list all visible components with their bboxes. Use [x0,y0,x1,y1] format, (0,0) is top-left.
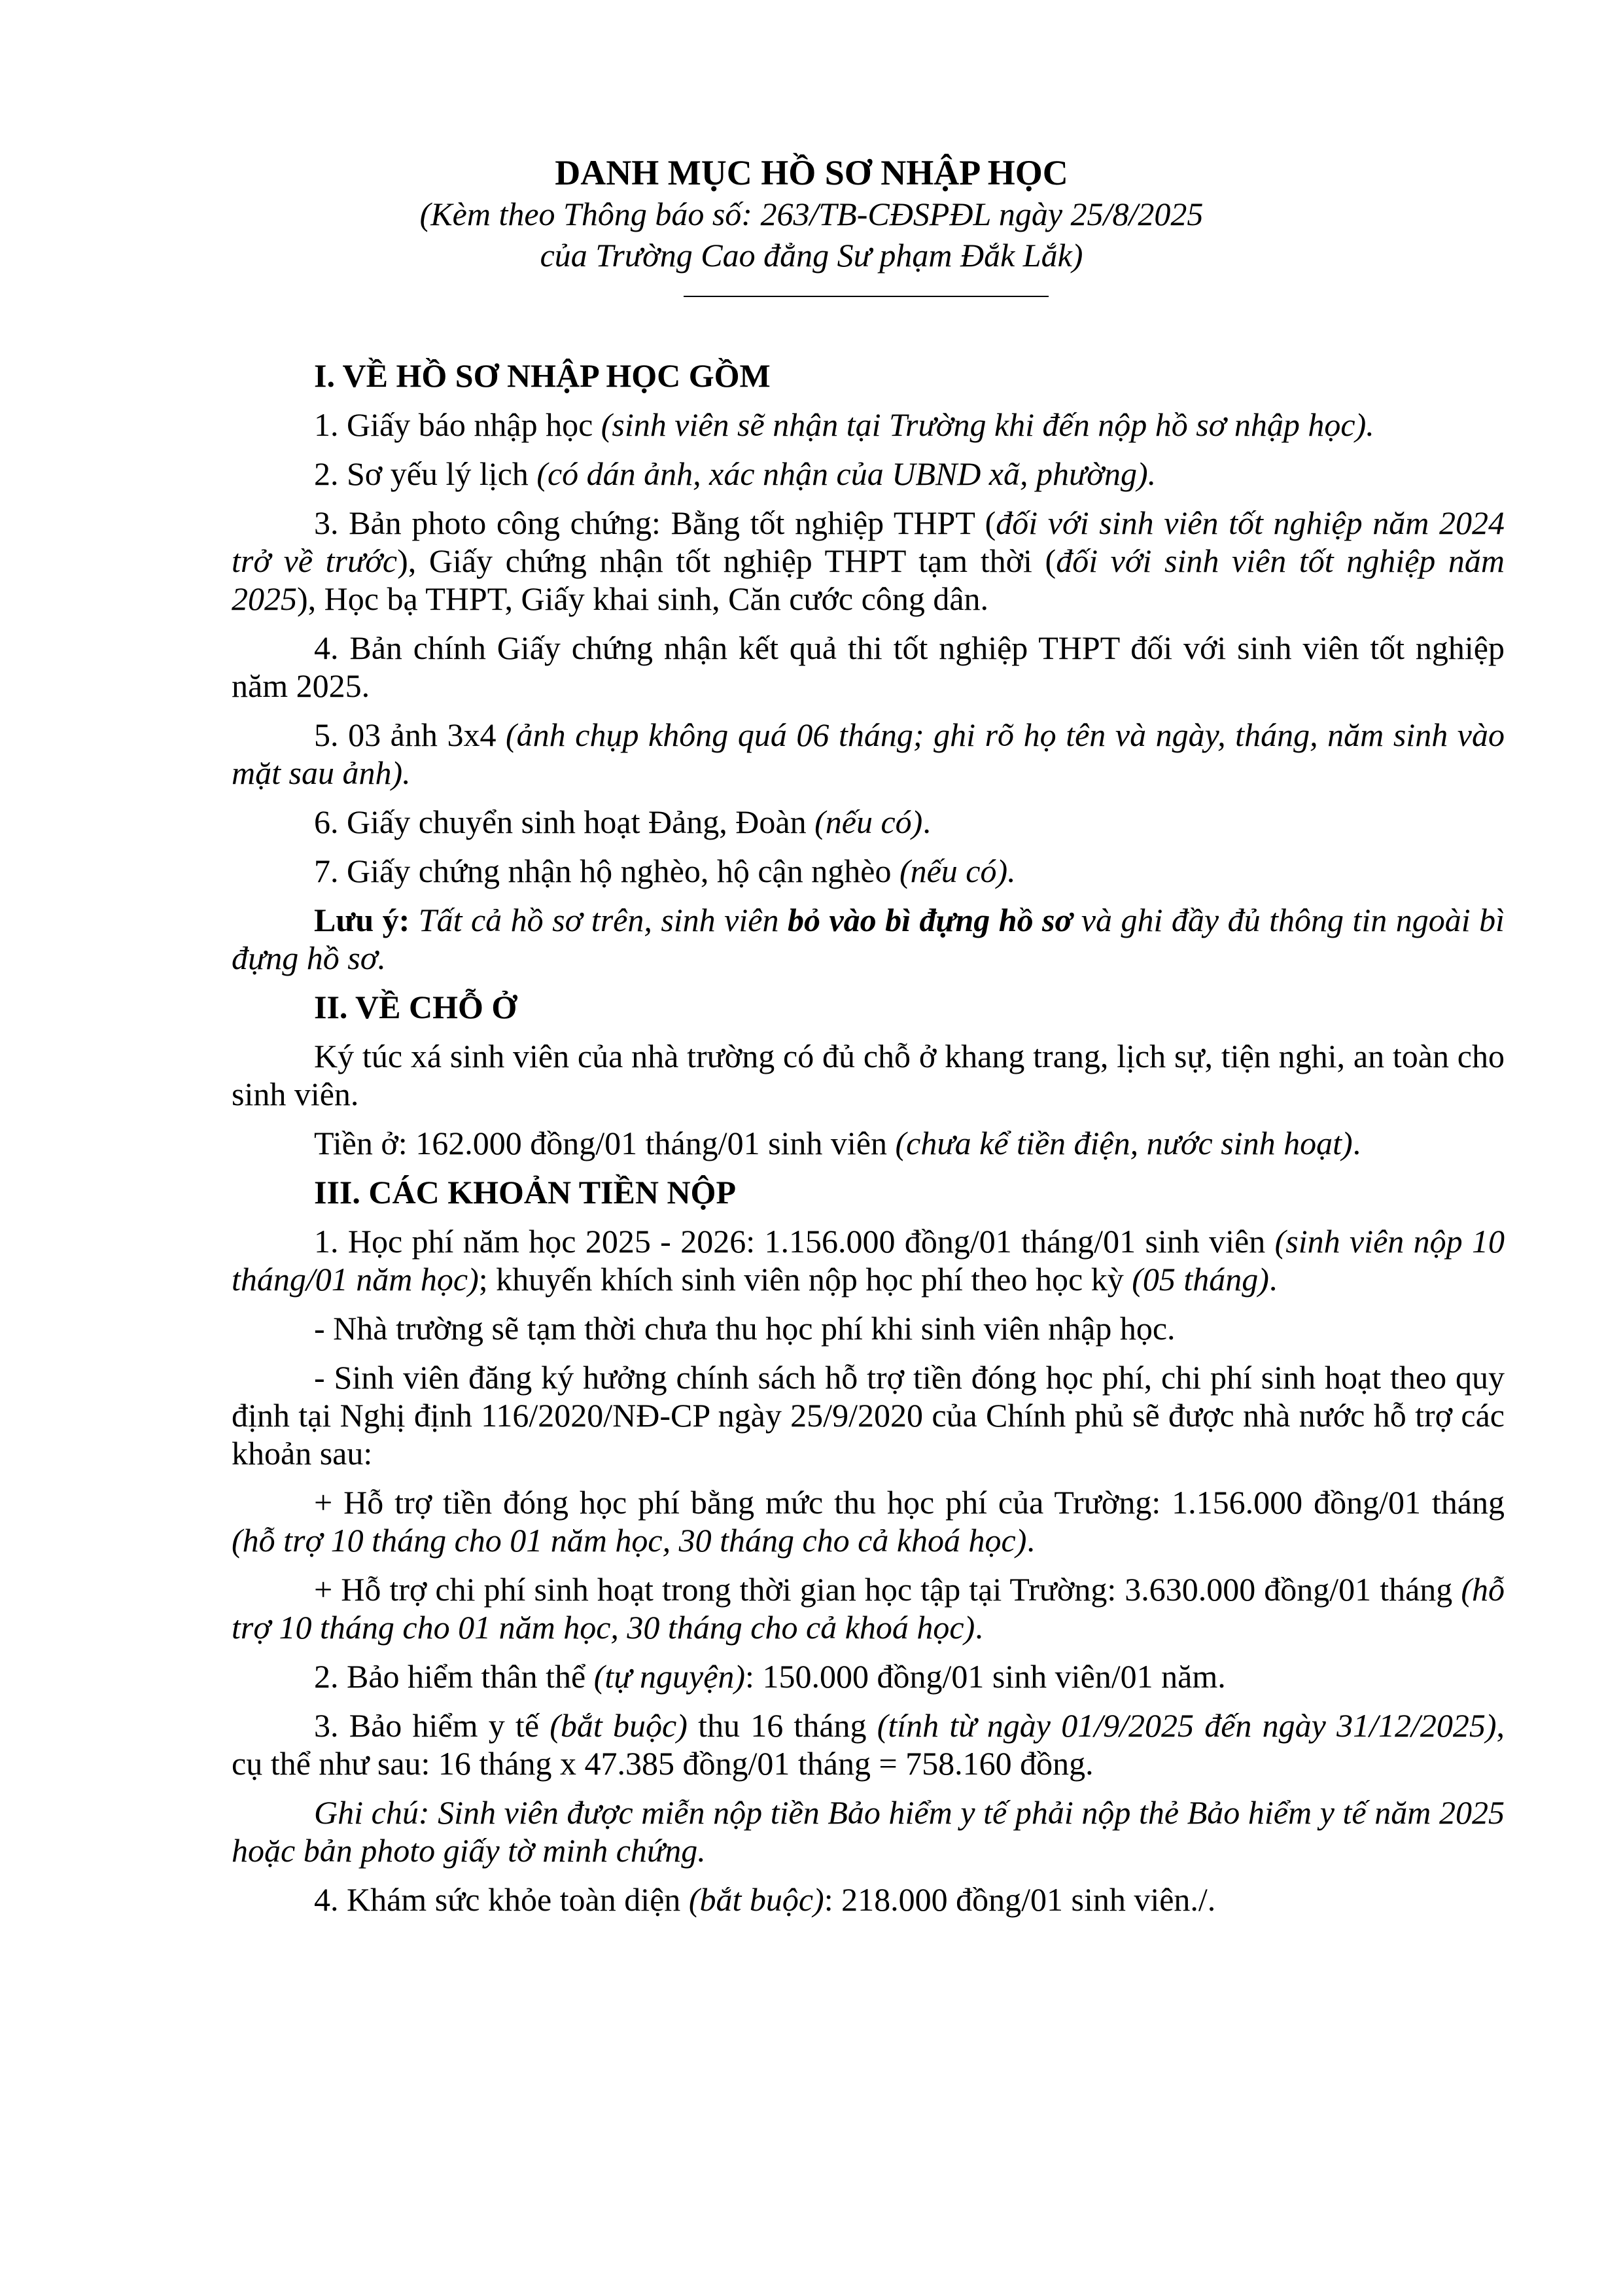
document-subtitle [0,194,1623,276]
section-1-item-6: 6. Giấy chuyển sinh hoạt Đảng, Đoàn (nếu có). [314,804,931,840]
section-3-item-4: 4. Khám sức khỏe toàn diện (bắt buộc): 218.000 đồng/01 sinh viên./. [314,1881,1216,1918]
document-title: DANH MỤC HỒ SƠ NHẬP HỌC [555,153,1068,192]
section-3-plus-1: + Hỗ trợ tiền đóng học phí bằng mức thu học phí của Trường: 1.156.000 đồng/01 tháng (hỗ trợ 10 tháng cho 01 năm học, 30 tháng cho cả khoá học). [232,1484,1505,1559]
section-1-heading: I. VỀ HỒ SƠ NHẬP HỌC GỒM [314,357,771,394]
section-3-bullet-1: - Nhà trường sẽ tạm thời chưa thu học phí khi sinh viên nhập học. [314,1310,1176,1347]
subtitle-line-1: (Kèm theo Thông báo số: 263/TB-CĐSPĐL ngày 25/8/2025 [419,196,1204,232]
section-3-heading: III. CÁC KHOẢN TIỀN NỘP [314,1174,736,1210]
title-divider [684,296,1049,297]
subtitle-line-2: của Trường Cao đẳng Sư phạm Đắk Lắk) [540,237,1083,274]
section-1-item-5: 5. 03 ảnh 3x4 (ảnh chụp không quá 06 tháng; ghi rõ họ tên và ngày, tháng, năm sinh vào mặt sau ảnh). [232,716,1505,791]
section-1-item-4: 4. Bản chính Giấy chứng nhận kết quả thi tốt nghiệp THPT đối với sinh viên tốt nghiệp năm 2025. [232,629,1505,704]
section-3-item-1: 1. Học phí năm học 2025 - 2026: 1.156.000 đồng/01 tháng/01 sinh viên (sinh viên nộp 10 tháng/01 năm học); khuyến khích sinh viên nộp học phí theo học kỳ (05 tháng). [232,1223,1505,1298]
section-1-item-2: 2. Sơ yếu lý lịch (có dán ảnh, xác nhận của UBND xã, phường). [314,455,1157,492]
section-2-heading: II. VỀ CHỖ Ở [314,989,517,1025]
section-2-para-1: Ký túc xá sinh viên của nhà trường có đủ chỗ ở khang trang, lịch sự, tiện nghi, an toàn cho sinh viên. [232,1038,1505,1112]
section-3-item-3: 3. Bảo hiểm y tế (bắt buộc) thu 16 tháng (tính từ ngày 01/9/2025 đến ngày 31/12/2025), cụ thể như sau: 16 tháng x 47.385 đồng/01 tháng = 758.160 đồng. [232,1707,1505,1782]
section-1-note: Lưu ý: Tất cả hồ sơ trên, sinh viên bỏ vào bì đựng hồ sơ và ghi đầy đủ thông tin ngoài bì đựng hồ sơ. [232,902,1505,976]
section-1-item-7: 7. Giấy chứng nhận hộ nghèo, hộ cận nghèo (nếu có). [314,853,1016,889]
section-1-item-3: 3. Bản photo công chứng: Bằng tốt nghiệp THPT (đối với sinh viên tốt nghiệp năm 2024 trở về trước), Giấy chứng nhận tốt nghiệp THPT tạm thời (đối với sinh viên tốt nghiệp năm 2025), Học bạ THPT, Giấy khai sinh, Căn cước công dân. [232,504,1505,617]
section-2-para-2: Tiền ở: 162.000 đồng/01 tháng/01 sinh viên (chưa kể tiền điện, nước sinh hoạt). [314,1125,1361,1161]
section-3-plus-2: + Hỗ trợ chi phí sinh hoạt trong thời gian học tập tại Trường: 3.630.000 đồng/01 tháng (hỗ trợ 10 tháng cho 01 năm học, 30 tháng cho cả khoá học). [232,1571,1505,1646]
section-3-bullet-2: - Sinh viên đăng ký hưởng chính sách hỗ trợ tiền đóng học phí, chi phí sinh hoạt theo quy định tại Nghị định 116/2020/NĐ-CP ngày 25/9/2020 của Chính phủ sẽ được nhà nước hỗ trợ các khoản sau: [232,1359,1505,1472]
note-label: Lưu ý: [314,902,410,938]
section-3-ghichu: Ghi chú: Sinh viên được miễn nộp tiền Bảo hiểm y tế phải nộp thẻ Bảo hiểm y tế năm 2025 hoặc bản photo giấy tờ minh chứng. [232,1794,1505,1869]
document-body [232,357,1505,1930]
section-1-item-1: 1. Giấy báo nhập học (sinh viên sẽ nhận tại Trường khi đến nộp hồ sơ nhập học). [314,406,1374,443]
section-3-item-2: 2. Bảo hiểm thân thể (tự nguyện): 150.000 đồng/01 sinh viên/01 năm. [314,1658,1226,1695]
